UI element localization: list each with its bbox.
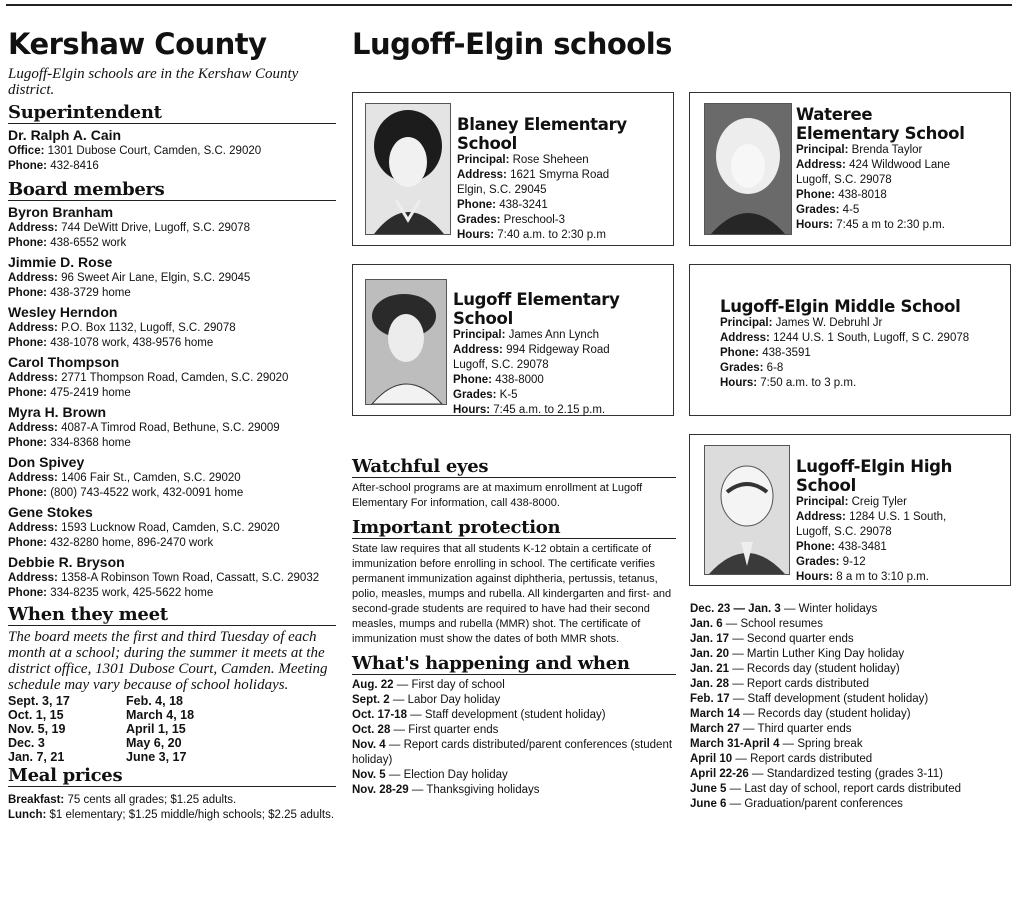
event-dash: — — [729, 678, 747, 690]
event-item — [690, 617, 1008, 632]
phone-label: Phone: — [8, 236, 47, 249]
event-date: Jan. 6 — [690, 618, 723, 630]
event-date: March 31-April 4 — [690, 738, 780, 750]
address-label: Address: — [8, 421, 58, 434]
event-text: Spring break — [797, 738, 863, 750]
breakfast-value: 75 cents all grades; $1.25 adults. — [67, 793, 237, 806]
event-item — [690, 632, 1008, 647]
event-text: Staff development (student holiday) — [747, 693, 929, 705]
event-dash: — — [408, 783, 427, 796]
lugoff-elem-phone: 438-8000 — [495, 374, 544, 386]
superintendent-heading: Superintendent — [8, 104, 336, 124]
board-member-phone — [8, 336, 336, 351]
board-member-name: Jimmie D. Rose — [8, 253, 113, 270]
address-value: 2771 Thompson Road, Camden, S.C. 29020 — [61, 371, 289, 384]
principal-label: Principal: — [796, 496, 849, 508]
event-dash: — — [726, 783, 745, 795]
board-member-address — [8, 571, 336, 586]
phone-value: (800) 743-4522 work, 432-0091 home — [50, 486, 244, 499]
lugoff-elem-info — [453, 290, 671, 418]
board-member — [8, 204, 336, 251]
event-text: School resumes — [740, 618, 823, 630]
phone-label: Phone: — [796, 541, 835, 553]
phone-label: Phone: — [8, 436, 47, 449]
info-column — [352, 458, 676, 798]
watchful-heading: Watchful eyes — [352, 458, 676, 478]
grades-label: Grades: — [796, 556, 840, 568]
office-label: Office: — [8, 144, 45, 157]
phone-label: Phone: — [8, 486, 47, 499]
wateree-principal: Brenda Taylor — [851, 144, 923, 156]
protection-heading: Important protection — [352, 519, 676, 539]
middle-school-info — [720, 297, 1008, 391]
board-member-name: Myra H. Brown — [8, 403, 107, 420]
event-dash: — — [406, 708, 425, 721]
wateree-school-box — [689, 92, 1011, 246]
phone-value: 438-1078 work, 438-9576 home — [50, 336, 214, 349]
meeting-dates — [8, 694, 336, 764]
grades-label: Grades: — [796, 204, 840, 216]
address-label: Address: — [457, 169, 507, 181]
meeting-date: Feb. 4, 18 — [126, 693, 183, 708]
meeting-date: April 1, 15 — [126, 721, 186, 736]
blaney-grades: Preschool-3 — [503, 214, 566, 226]
meeting-date: Nov. 5, 19 — [8, 721, 66, 736]
events-list-fall — [352, 678, 676, 798]
phone-value: 475-2419 home — [50, 386, 131, 399]
lugoff-elementary-box — [352, 264, 674, 416]
principal-label: Principal: — [457, 154, 510, 166]
event-text: Report cards distributed/parent conferences (student holiday) — [352, 738, 673, 766]
blaney-hours: 7:40 a.m. to 2:30 p.m — [497, 229, 606, 241]
meet-text: The board meets the first and third Tuesday of each month at a school; during the summer it meets at the district office, 1301 Dubose Court, Camden. Meeting schedule may vary because of school holidays. — [8, 628, 328, 693]
hours-label: Hours: — [720, 377, 758, 389]
county-intro: Lugoff-Elgin schools are in the Kershaw County district. — [8, 66, 299, 98]
phone-label: Phone: — [8, 386, 47, 399]
address-value: 744 DeWitt Drive, Lugoff, S.C. 29078 — [61, 221, 251, 234]
address-label: Address: — [796, 511, 846, 523]
event-text: First quarter ends — [408, 723, 499, 736]
wateree-name-line2: Elementary School — [796, 124, 965, 143]
event-item — [690, 767, 1008, 782]
phone-label: Phone: — [8, 159, 47, 172]
grades-label: Grades: — [720, 362, 764, 374]
phone-label: Phone: — [453, 374, 492, 386]
event-date: Nov. 28-29 — [352, 783, 409, 796]
meeting-date: Dec. 3 — [8, 735, 45, 750]
board-member-name: Gene Stokes — [8, 503, 93, 520]
principal-label: Principal: — [796, 144, 849, 156]
board-member-address — [8, 521, 336, 536]
address-label: Address: — [8, 271, 58, 284]
board-member-phone — [8, 236, 336, 251]
blaney-address2: Elgin, S.C. 29045 — [457, 184, 547, 196]
principal-label: Principal: — [453, 329, 506, 341]
event-item — [352, 738, 676, 768]
top-rule — [6, 4, 1012, 6]
phone-label: Phone: — [796, 189, 835, 201]
board-member-list — [8, 204, 336, 601]
meet-heading: When they meet — [8, 606, 336, 626]
board-member-phone — [8, 436, 336, 451]
kershaw-county-column — [8, 27, 336, 823]
meeting-date: Oct. 1, 15 — [8, 707, 64, 722]
event-dash: — — [393, 678, 412, 691]
meeting-date: March 4, 18 — [126, 707, 195, 722]
event-dash: — — [732, 753, 751, 765]
event-text: Records day (student holiday) — [746, 663, 900, 675]
board-member — [8, 354, 336, 401]
board-member-address — [8, 471, 336, 486]
phone-value: 438-6552 work — [50, 236, 127, 249]
event-item — [690, 677, 1008, 692]
event-text: Labor Day holiday — [407, 693, 501, 706]
board-member — [8, 504, 336, 551]
lugoff-elem-hours: 7:45 a.m. to 2.15 p.m. — [493, 404, 606, 416]
address-label: Address: — [8, 521, 58, 534]
wateree-phone: 438-8018 — [838, 189, 887, 201]
high-phone: 438-3481 — [838, 541, 887, 553]
middle-school-box — [689, 264, 1011, 416]
protection-text: State law requires that all students K-12 obtain a certificate of immunization before enrolling in school. The certificate verifies permanent immunization against diphtheria, pertussis, tetanus, polio, measles, mumps and rubella. All kindergarten and first- and second-grade students are required to have had their second measles, mumps and rubella (MMR) shot. The certificate of immunization must show the dates of both MMR shots. — [352, 542, 672, 645]
blaney-phone: 438-3241 — [499, 199, 548, 211]
address-value: P.O. Box 1132, Lugoff, S.C. 29078 — [61, 321, 236, 334]
event-dash: — — [722, 618, 741, 630]
board-member-phone — [8, 486, 336, 501]
events-list-spring — [690, 602, 1008, 812]
wateree-address2: Lugoff, S.C. 29078 — [796, 174, 892, 186]
phone-label: Phone: — [720, 347, 759, 359]
event-text: Last day of school, report cards distributed — [744, 783, 962, 795]
event-dash: — — [729, 693, 748, 705]
address-value: 96 Sweet Air Lane, Elgin, S.C. 29045 — [61, 271, 251, 284]
event-text: Report cards distributed — [746, 678, 869, 690]
high-school-info — [796, 457, 1008, 585]
event-item — [690, 692, 1008, 707]
event-item — [690, 662, 1008, 677]
event-text: Staff development (student holiday) — [424, 708, 606, 721]
board-member-address — [8, 221, 336, 236]
address-value: 1593 Lucknow Road, Camden, S.C. 29020 — [61, 521, 280, 534]
superintendent-phone — [8, 159, 336, 174]
blaney-principal: Rose Sheheen — [512, 154, 589, 166]
wateree-info — [796, 105, 1006, 233]
event-item — [690, 752, 1008, 767]
event-text: Winter holidays — [798, 603, 878, 615]
phone-label: Phone: — [8, 536, 47, 549]
event-item — [690, 782, 1008, 797]
event-text: Records day (student holiday) — [757, 708, 911, 720]
phone-value: 334-8235 work, 425-5622 home — [50, 586, 214, 599]
high-address1: 1284 U.S. 1 South, — [849, 511, 947, 523]
watchful-text: After-school programs are at maximum enrollment at Lugoff Elementary For information, call 438-8000. — [352, 481, 643, 509]
board-member-phone — [8, 286, 336, 301]
event-date: Feb. 17 — [690, 693, 730, 705]
address-value: 1358-A Robinson Town Road, Cassatt, S.C. 29032 — [61, 571, 320, 584]
event-text: Thanksgiving holidays — [426, 783, 540, 796]
board-member-name: Byron Branham — [8, 203, 114, 220]
board-member-address — [8, 371, 336, 386]
event-dash: — — [739, 723, 758, 735]
event-date: Oct. 17-18 — [352, 708, 407, 721]
grades-label: Grades: — [453, 389, 497, 401]
event-date: Dec. 23 — Jan. 3 — [690, 603, 781, 615]
address-label: Address: — [8, 221, 58, 234]
event-dash: — — [726, 798, 745, 810]
address-value: 1406 Fair St., Camden, S.C. 29020 — [61, 471, 241, 484]
event-dash: — — [779, 738, 798, 750]
breakfast-price — [8, 793, 336, 808]
event-date: June 6 — [690, 798, 727, 810]
phone-label: Phone: — [457, 199, 496, 211]
event-text: First day of school — [411, 678, 505, 691]
event-date: Nov. 4 — [352, 738, 386, 751]
phone-value: 438-3729 home — [50, 286, 131, 299]
event-date: June 5 — [690, 783, 727, 795]
phone-value: 334-8368 home — [50, 436, 131, 449]
meeting-date: Jan. 7, 21 — [8, 749, 65, 764]
events-list-spring-items — [690, 602, 1008, 812]
lunch-price — [8, 808, 336, 823]
board-member-phone — [8, 586, 336, 601]
schools-title: Lugoff-Elgin schools — [352, 27, 672, 61]
event-item — [352, 768, 676, 783]
event-date: April 10 — [690, 753, 733, 765]
event-item — [352, 708, 676, 723]
event-item — [690, 737, 1008, 752]
address-label: Address: — [453, 344, 503, 356]
event-item — [352, 783, 676, 798]
board-member — [8, 554, 336, 601]
event-date: Jan. 28 — [690, 678, 729, 690]
event-item — [352, 723, 676, 738]
middle-phone: 438-3591 — [762, 347, 811, 359]
county-title: Kershaw County — [8, 27, 267, 61]
board-member-address — [8, 321, 336, 336]
event-item — [690, 647, 1008, 662]
lugoff-elem-address2: Lugoff, S.C. 29078 — [453, 359, 549, 371]
blaney-principal-photo — [365, 103, 451, 235]
high-principal-photo — [704, 445, 790, 575]
board-heading: Board members — [8, 181, 336, 201]
lunch-value: $1 elementary; $1.25 middle/high schools; $2.25 adults. — [49, 808, 335, 821]
board-member-name: Carol Thompson — [8, 353, 120, 370]
phone-label: Phone: — [8, 286, 47, 299]
board-member-name: Debbie R. Bryson — [8, 553, 125, 570]
board-member-address — [8, 271, 336, 286]
board-member-address — [8, 421, 336, 436]
address-label: Address: — [720, 332, 770, 344]
lugoff-elem-address1: 994 Ridgeway Road — [506, 344, 610, 356]
middle-principal: James W. Debruhl Jr — [775, 317, 883, 329]
blaney-info — [457, 115, 669, 243]
lugoff-elem-grades: K-5 — [499, 389, 518, 401]
high-school-box — [689, 434, 1011, 586]
event-item — [690, 722, 1008, 737]
event-item — [690, 602, 1008, 617]
lugoff-elem-name: Lugoff Elementary School — [453, 290, 620, 328]
event-dash: — — [739, 708, 758, 720]
phone-value: 432-8280 home, 896-2470 work — [50, 536, 214, 549]
middle-grades: 6-8 — [766, 362, 784, 374]
event-text: Graduation/parent conferences — [744, 798, 903, 810]
high-principal: Creig Tyler — [851, 496, 907, 508]
event-text: Third quarter ends — [757, 723, 852, 735]
event-text: Martin Luther King Day holiday — [746, 648, 905, 660]
event-dash: — — [390, 723, 409, 736]
event-date: Oct. 28 — [352, 723, 391, 736]
event-date: Aug. 22 — [352, 678, 394, 691]
event-text: Standardized testing (grades 3-11) — [766, 768, 943, 780]
blaney-name: Blaney Elementary School — [457, 115, 627, 153]
meeting-dates-left — [8, 694, 126, 764]
meal-heading: Meal prices — [8, 767, 336, 787]
high-address2: Lugoff, S.C. 29078 — [796, 526, 892, 538]
event-dash: — — [748, 768, 767, 780]
wateree-grades: 4-5 — [842, 204, 860, 216]
meeting-date: June 3, 17 — [126, 749, 187, 764]
meeting-date: Sept. 3, 17 — [8, 693, 70, 708]
event-dash: — — [729, 633, 747, 645]
board-member — [8, 304, 336, 351]
high-school-name: Lugoff-Elgin High School — [796, 457, 953, 495]
event-date: Jan. 21 — [690, 663, 729, 675]
address-label: Address: — [8, 471, 58, 484]
address-label: Address: — [8, 321, 58, 334]
high-grades: 9-12 — [842, 556, 866, 568]
superintendent-name: Dr. Ralph A. Cain — [8, 126, 122, 143]
event-item — [690, 707, 1008, 722]
middle-hours: 7:50 a.m. to 3 p.m. — [760, 377, 857, 389]
board-member-name: Don Spivey — [8, 453, 85, 470]
principal-label: Principal: — [720, 317, 773, 329]
event-item — [690, 797, 1008, 812]
event-date: March 14 — [690, 708, 740, 720]
middle-address: 1244 U.S. 1 South, Lugoff, S C. 29078 — [773, 332, 970, 344]
wateree-hours: 7:45 a m to 2:30 p.m. — [836, 219, 945, 231]
event-text: Election Day holiday — [403, 768, 508, 781]
grades-label: Grades: — [457, 214, 501, 226]
phone-label: Phone: — [8, 586, 47, 599]
board-member-name: Wesley Herndon — [8, 303, 118, 320]
event-dash: — — [385, 738, 404, 751]
event-text: Second quarter ends — [746, 633, 854, 645]
board-member-phone — [8, 386, 336, 401]
address-label: Address: — [8, 571, 58, 584]
event-dash: — — [389, 693, 408, 706]
event-dash: — — [780, 603, 799, 615]
address-value: 4087-A Timrod Road, Bethune, S.C. 29009 — [61, 421, 280, 434]
hours-label: Hours: — [796, 571, 834, 583]
wateree-address1: 424 Wildwood Lane — [849, 159, 951, 171]
event-item — [352, 693, 676, 708]
event-date: Jan. 17 — [690, 633, 729, 645]
breakfast-label: Breakfast: — [8, 793, 65, 806]
event-date: Sept. 2 — [352, 693, 390, 706]
board-member — [8, 404, 336, 451]
event-dash: — — [729, 663, 747, 675]
meeting-dates-right — [126, 694, 276, 764]
event-date: April 22-26 — [690, 768, 749, 780]
board-member — [8, 454, 336, 501]
event-date: Jan. 20 — [690, 648, 729, 660]
phone-label: Phone: — [8, 336, 47, 349]
address-label: Address: — [8, 371, 58, 384]
event-dash: — — [729, 648, 747, 660]
event-date: March 27 — [690, 723, 740, 735]
wateree-principal-photo — [704, 103, 792, 235]
blaney-school-box — [352, 92, 674, 246]
lugoff-elem-principal: James Ann Lynch — [508, 329, 599, 341]
board-member-phone — [8, 536, 336, 551]
lugoff-elem-principal-photo — [365, 279, 447, 405]
hours-label: Hours: — [457, 229, 495, 241]
phone-value: 432-8416 — [50, 159, 99, 172]
wateree-name-line1: Wateree — [796, 105, 873, 124]
office-value: 1301 Dubose Court, Camden, S.C. 29020 — [47, 144, 262, 157]
board-member — [8, 254, 336, 301]
hours-label: Hours: — [453, 404, 491, 416]
blaney-address1: 1621 Smyrna Road — [510, 169, 610, 181]
event-text: Report cards distributed — [750, 753, 873, 765]
middle-school-name: Lugoff-Elgin Middle School — [720, 297, 961, 316]
superintendent-office — [8, 144, 336, 159]
meeting-date: May 6, 20 — [126, 735, 182, 750]
lunch-label: Lunch: — [8, 808, 47, 821]
happening-heading: What's happening and when — [352, 655, 676, 675]
event-dash: — — [385, 768, 404, 781]
hours-label: Hours: — [796, 219, 834, 231]
high-hours: 8 a m to 3:10 p.m. — [836, 571, 929, 583]
event-item — [352, 678, 676, 693]
address-label: Address: — [796, 159, 846, 171]
event-date: Nov. 5 — [352, 768, 386, 781]
